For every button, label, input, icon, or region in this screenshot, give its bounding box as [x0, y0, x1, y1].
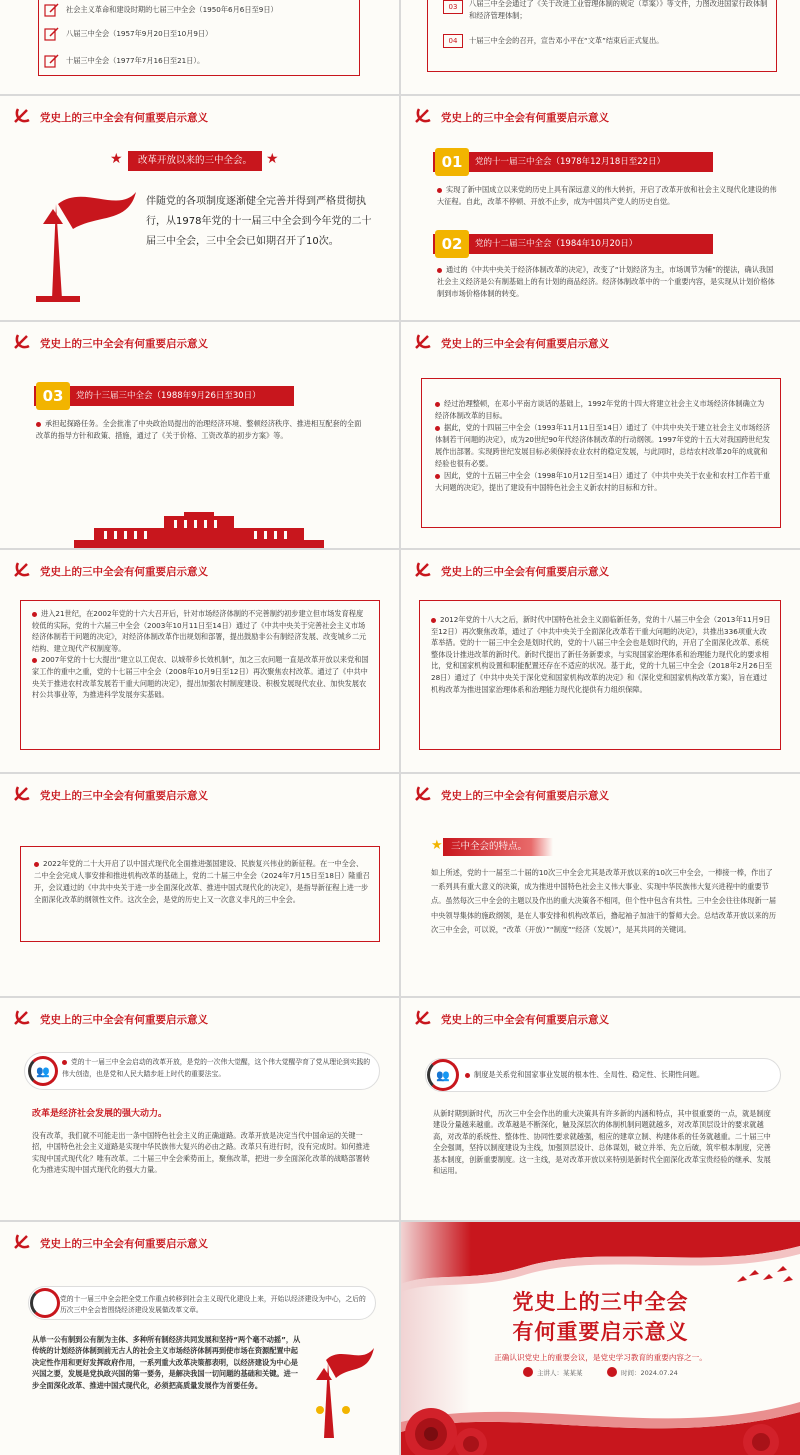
list-item	[435, 398, 771, 422]
party-emblem-icon	[413, 106, 433, 126]
doves-icon	[735, 1264, 795, 1288]
edit-icon	[44, 3, 60, 17]
item-number: 03	[443, 0, 463, 14]
list-item-text: 社会主义革命和建设时期的七届三中全会（1950年6月6日至9日）	[66, 5, 278, 14]
list-item-text: 2007年党的十七大提出“建立以工促农、以城带乡长效机制”，加之三农问题一直是改革开放以来党和国家工作的重中之重，党的十七届三中全会（2008年10月9日至12日）再次聚焦农村改革。通过了《中共中央关于推进农村改革发展若干重大问题的决定》，提出加强农村制度建设、积极发展现代农业、加快发展农村公共事业等，为推进科学发展夯实基础。	[32, 655, 369, 700]
slide-7	[0, 550, 399, 772]
slide-5	[0, 322, 399, 548]
date-info	[607, 1367, 678, 1377]
bullet-icon	[32, 612, 37, 617]
team-icon: 👥	[427, 1059, 459, 1091]
slide-header	[401, 774, 800, 810]
slide-12-text: 从新时期到新时代，历次三中全会作出的重大决策具有许多新的内涵和特点，其中很重要的一点，就是制度建设分量越来越重。改革越是不断深化，触及深层次的体制机制问题就越多，对改革顶层设计的要求就越高，对改革的系统性、整体性、协同性要求就越强，相应的建章立制、构建体系的任务就越重。二十届三中全会强调，坚持以制度建设为主线，加强顶层设计、总体谋划，破立并举、先立后破，筑牢根本制度，完善基本制度，创新重要制度。这一主线，是对改革开放以来特别是新时代全面深化改革宝贵经验的继承、发展和运用。	[433, 1109, 771, 1176]
party-emblem-icon	[12, 106, 32, 126]
slide-title: 党史上的三中全会有何重要启示意义	[40, 790, 208, 802]
party-emblem-icon	[12, 784, 32, 804]
list-item	[32, 608, 370, 654]
slide-header	[0, 96, 399, 132]
bullet-icon	[36, 422, 41, 427]
slide-header	[401, 322, 800, 358]
flag-monument-icon	[28, 184, 138, 304]
slide-11-text: 没有改革，我们就不可能走出一条中国特色社会主义的正确道路。改革开放是决定当代中国命运的关键一招，中国特色社会主义道路是实现中华民族伟大复兴的必由之路。改革只有进行时，没有完成时。如何推进实现中国式现代化？唯有改革。二十届三中全会乘势而上，聚焦改革，把进一步全面深化改革的战略部署转化为推进实现中国式现代化的强大力量。	[32, 1131, 370, 1175]
bullet-list	[435, 398, 771, 494]
slide-3-text: 伴随党的各项制度逐渐健全完善并得到严格贯彻执行，从1978年党的十一届三中全会到今年党的二十届三中全会，三中全会已如期召开了10次。	[146, 196, 372, 247]
bullet-icon	[435, 402, 440, 407]
slide-11	[0, 998, 399, 1220]
bullet-icon	[34, 862, 39, 867]
party-emblem-icon	[413, 1008, 433, 1028]
list-item	[32, 654, 370, 700]
party-emblem-icon	[413, 560, 433, 580]
slide-3	[0, 96, 399, 320]
section-heading: 党的十一届三中全会（1978年12月18日至22日）	[433, 152, 713, 172]
list-item-text: 经过治理整顿，在邓小平南方谈话的基础上，1992年党的十四大将建立社会主义市场经济体制确立为经济体制改革的目标。	[435, 399, 765, 420]
section-text-content: 承担起探路任务。全会批准了中央政治局提出的治理经济环境、整顿经济秩序、推进相互配套的全面改革的指导方针和政策、措施，通过了《关于价格、工资改革的初步方案》等。	[36, 419, 362, 440]
edit-icon	[44, 27, 60, 41]
bullet-icon	[465, 1073, 470, 1078]
list-item-text: 八届三中全会（1957年9月20日至10月9日）	[66, 29, 213, 38]
bullet-list	[32, 608, 370, 701]
team-icon	[30, 1288, 60, 1318]
section-banner: 改革开放以来的三中全会。	[128, 151, 262, 171]
list-item	[435, 422, 771, 470]
list-item	[431, 614, 773, 695]
building-silhouette-icon	[74, 512, 324, 548]
highlight-text	[62, 1057, 374, 1080]
slide-title: 党史上的三中全会有何重要启示意义	[441, 1014, 609, 1026]
slide-header	[0, 998, 399, 1034]
slide-10-text: 如上所述，党的十一届至二十届的10次三中全会尤其是改革开放以来的10次三中全会，一棒接一棒，作出了一系列具有重大意义的决策，成为推进中国特色社会主义伟大事业、实现中华民族伟大复兴进程中的重要节点。虽然每次三中全会的主题以及作出的重大决策各不相同，但个性中包含有共性。三中全会往往体现新一届中央领导集体的施政纲领，是在人事安排和机构改革后，撸起袖子加油干的誓师大会。总结改革开放以来的历次三中全会，可以说，“改革（开放）”“制度”“经济（发展）”，是其共同的关键词。	[431, 868, 777, 934]
flowers-and-wave-decoration	[401, 1382, 800, 1455]
slide-13	[0, 1222, 399, 1455]
slide-header	[0, 774, 399, 810]
list-item	[44, 2, 278, 18]
list-item	[44, 53, 204, 69]
team-icon: 👥	[28, 1056, 58, 1086]
slide-13-text: 从单一公有制到公有制为主体、多种所有制经济共同发展和坚持“两个毫不动摇”，从传统的计划经济体制到前无古人的社会主义市场经济体制再到使市场在资源配置中起决定性作用和更好发挥政府作用，一系列重大改革决策都表明，以经济建设为中心是兴国之要，发展是党执政兴国的第一要务，是解决我国一切问题的基础和关键。进一步全面深化改革、推进中国式现代化，必须把高质量发展作为首要任务。	[32, 1335, 301, 1390]
slide-6	[401, 322, 800, 548]
slide-8	[401, 550, 800, 772]
highlight-text	[465, 1069, 775, 1081]
section-number: 03	[36, 382, 70, 410]
list-item-text: 据此，党的十四届三中全会（1993年11月11日至14日）通过了《中共中央关于建立社会主义市场经济体制若干问题的决定》，成为20世纪90年代经济体制改革的行动纲领。1997年党的十五大对我国跨世纪发展作出部署。实现跨世纪发展目标必须保持农业农村的稳定发展，与此同时，总结农村改革20年的成就和经验也很有必要。	[435, 423, 771, 468]
flag-monument-icon	[306, 1340, 376, 1440]
slide-title: 党史上的三中全会有何重要启示意义	[40, 1014, 208, 1026]
cover-title-line-2: 有何重要启示意义	[512, 1320, 689, 1344]
section-text-content: 实现了新中国成立以来党的历史上具有深远意义的伟大转折，开启了改革开放和社会主义现代化建设的伟大征程。自此，改革不停顿、开放不止步，成为中国共产党人的历史自觉。	[437, 185, 777, 206]
slide-header	[0, 1222, 399, 1258]
slide-header	[0, 550, 399, 586]
bullet-icon	[437, 268, 442, 273]
slide-1	[0, 0, 399, 94]
user-icon	[523, 1367, 533, 1377]
section-text-content: 通过的《中共中央关于经济体制改革的决定》，改变了“计划经济为主，市场调节为辅”的提法，确认我国社会主义经济是公有制基础上的有计划的商品经济。经济体制改革中的一个重要内容，是实现从计划价格体制到市场价格体制的转变。	[437, 265, 775, 298]
speaker-label: 主讲人：某某某	[537, 1368, 583, 1377]
slide-2	[401, 0, 800, 94]
clock-icon	[607, 1367, 617, 1377]
bullet-icon	[32, 658, 37, 663]
section-text	[36, 418, 366, 442]
party-emblem-icon	[12, 560, 32, 580]
slide-title: 党史上的三中全会有何重要启示意义	[40, 338, 208, 350]
bullet-icon	[435, 426, 440, 431]
slide-title: 党史上的三中全会有何重要启示意义	[441, 112, 609, 124]
cover-title-line-1: 党史上的三中全会	[512, 1290, 689, 1314]
slide-header	[401, 550, 800, 586]
bullet-icon	[431, 618, 436, 623]
slide-12	[401, 998, 800, 1220]
party-emblem-icon	[413, 332, 433, 352]
star-icon: ★	[266, 151, 279, 167]
slide-title: 党史上的三中全会有何重要启示意义	[40, 1238, 208, 1250]
section-banner: 三中全会的特点。	[443, 838, 553, 856]
speaker-info	[523, 1367, 583, 1377]
slide-header	[401, 998, 800, 1034]
bullet-icon	[437, 188, 442, 193]
slide-header	[401, 96, 800, 132]
slide-10	[401, 774, 800, 996]
slide-cover	[401, 1222, 800, 1455]
party-emblem-icon	[12, 332, 32, 352]
slide-9	[0, 774, 399, 996]
list-item-text: 十届三中全会（1977年7月16日至21日）。	[66, 56, 205, 65]
star-icon: ★	[431, 838, 443, 853]
list-item-text: 2012年党的十八大之后，新时代中国特色社会主义面临新任务，党的十八届三中全会（2013年11月9日至12日）再次聚焦改革，通过了《中共中央关于全面深化改革若干重大问题的决定》，共推出336项重大改革举措。党的十一届三中全会是划时代的，党的十八届三中全会也是划时代的，开启了全面深化改革、系统整体设计推进改革的新时代。新时代提出了新任务新要求，与实现国家治理体系和治理能力现代化的要求相比，党和国家机构设置和职能配置还存在不适应的状况。基于此，党的十九届三中全会（2018年2月26日至28日）通过了《中共中央关于深化党和国家机构改革的决定》和《深化党和国家机构改革方案》，旨在通过机构改革为推进国家治理体系和治理能力现代化提供有力组织保障。	[431, 615, 773, 694]
party-emblem-icon	[413, 784, 433, 804]
sub-heading: 改革是经济社会发展的强大动力。	[32, 1109, 168, 1119]
section-text	[437, 184, 777, 208]
party-emblem-icon	[12, 1008, 32, 1028]
slide-title: 党史上的三中全会有何重要启示意义	[40, 112, 208, 124]
star-icon: ★	[110, 151, 123, 167]
list-item	[435, 470, 771, 494]
item-number: 04	[443, 34, 463, 48]
section-heading: 党的十二届三中全会（1984年10月20日）	[433, 234, 713, 254]
list-item-text: 因此，党的十五届三中全会（1998年10月12日至14日）通过了《中共中央关于农业和农村工作若干重大问题的决定》，提出了建设有中国特色社会主义新农村的目标和方针。	[435, 471, 771, 492]
list-item-text: 2022年党的二十大开启了以中国式现代化全面推进强国建设、民族复兴伟业的新征程。在一中全会、二中全会完成人事安排和推进机构改革的基础上，党的二十届三中全会（2024年7月15日至18日）隆重召开，会议通过的《中共中央关于进一步全面深化改革、推进中国式现代化的决定》，是指导新征程上进一步全面深化改革的纲领性文件。这次全会，是党的历史上又一次意义非凡的三中全会。	[34, 859, 370, 904]
list-item-text: 进入21世纪，在2002年党的十六大召开后，针对市场经济体制的不完善制约初步建立但市场发育程度较低的实际，党的十六届三中全会（2003年10月11日至14日）通过了《中共中央关于完善社会主义市场经济体制若干问题的决定》，对经济体制改革作出规划和部署，提出鼓励非公有制经济发展、改变城乡二元结构、建立现代产权制度等。	[32, 609, 367, 653]
bullet-icon	[435, 474, 440, 479]
bullet-icon	[62, 1060, 67, 1065]
date-label: 时间：2024.07.24	[621, 1368, 678, 1377]
list-item	[44, 26, 212, 42]
slide-title: 党史上的三中全会有何重要启示意义	[40, 566, 208, 578]
highlight-text-content: 制度是关系党和国家事业发展的根本性、全局性、稳定性、长期性问题。	[474, 1070, 705, 1079]
cover-subtitle: 正确认识党史上的重要会议，是党史学习教育的重要内容之一。	[494, 1353, 707, 1362]
party-emblem-icon	[12, 1232, 32, 1252]
edit-icon	[44, 54, 60, 68]
section-heading: 党的十三届三中全会（1988年9月26日至30日）	[34, 386, 294, 406]
slide-4	[401, 96, 800, 320]
slide-title: 党史上的三中全会有何重要启示意义	[441, 338, 609, 350]
highlight-text: 党的十一届三中全会把全党工作重点转移到社会主义现代化建设上来，开始以经济建设为中心，之后的历次三中全会皆围绕经济建设发展做改革文章。	[60, 1295, 366, 1314]
item-text: 八届三中全会通过了《关于改进工业管理体制的规定（草案）》等文件，力图改进国家行政体制和经济管理体制；	[469, 0, 768, 20]
list-item	[34, 858, 370, 906]
slide-title: 党史上的三中全会有何重要启示意义	[441, 566, 609, 578]
slide-header	[0, 322, 399, 358]
section-number: 01	[435, 148, 469, 176]
item-text: 十届三中全会的召开，宣告邓小平在“文革”结束后正式复出。	[469, 36, 664, 45]
slide-title: 党史上的三中全会有何重要启示意义	[441, 790, 609, 802]
highlight-text-content: 党的十一届三中全会启动的改革开放，是党的一次伟大觉醒，这个伟大觉醒孕育了党从理论到实践的伟大创造，也是党和人民大踏步赶上时代的重要法宝。	[62, 1058, 371, 1078]
section-number: 02	[435, 230, 469, 258]
section-text	[437, 264, 777, 300]
